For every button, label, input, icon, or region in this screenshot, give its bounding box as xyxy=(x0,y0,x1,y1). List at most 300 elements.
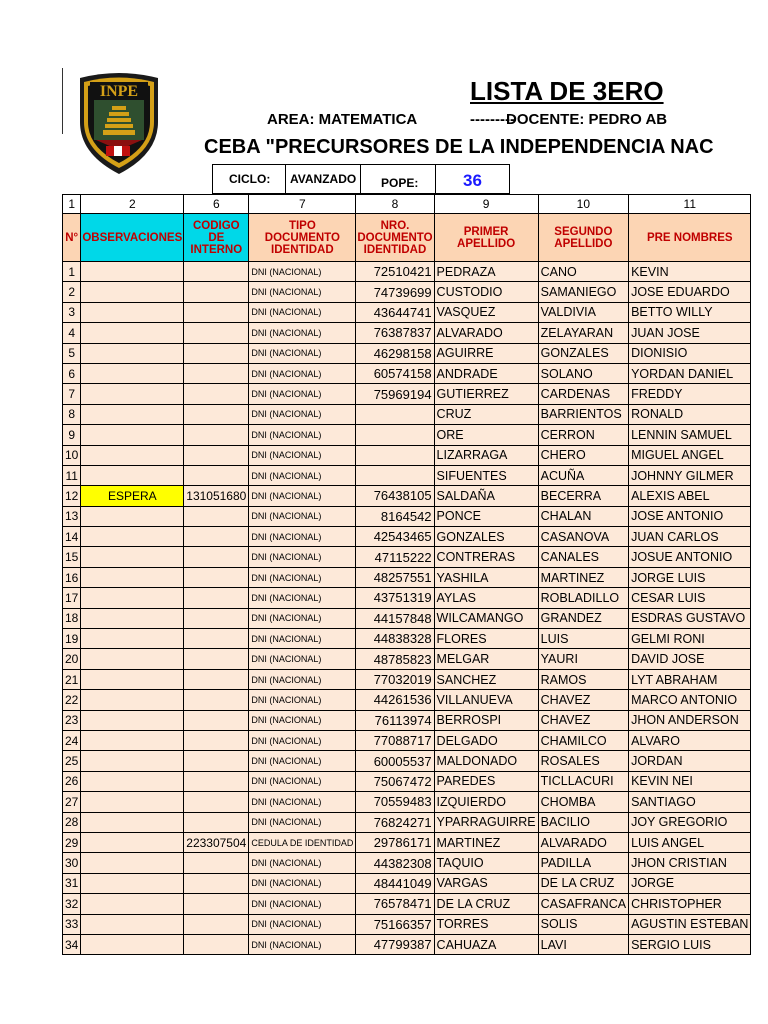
table-cell[interactable] xyxy=(184,730,249,750)
table-cell[interactable]: 76113974 xyxy=(356,710,434,730)
table-cell[interactable]: JORDAN xyxy=(629,751,751,771)
table-cell[interactable]: KEVIN xyxy=(629,262,751,282)
table-cell[interactable]: JUAN JOSE xyxy=(629,323,751,343)
table-cell[interactable]: VILLANUEVA xyxy=(434,690,538,710)
table-row xyxy=(63,302,751,322)
table-cell[interactable]: CEDULA DE IDENTIDAD xyxy=(249,832,356,852)
table-cell[interactable] xyxy=(81,853,184,873)
table-cell[interactable]: DNI (NACIONAL) xyxy=(249,567,356,587)
table-cell[interactable]: 77088717 xyxy=(356,730,434,750)
table-cell[interactable]: CUSTODIO xyxy=(434,282,538,302)
table-cell[interactable]: YAURI xyxy=(538,649,628,669)
table-cell[interactable]: YPARRAGUIRRE xyxy=(434,812,538,832)
table-cell[interactable]: SAMANIEGO xyxy=(538,282,628,302)
table-cell[interactable]: DNI (NACIONAL) xyxy=(249,404,356,424)
table-cell[interactable]: DIONISIO xyxy=(629,343,751,363)
table-cell[interactable]: 76387837 xyxy=(356,323,434,343)
table-cell[interactable] xyxy=(81,894,184,914)
table-cell[interactable]: DNI (NACIONAL) xyxy=(249,608,356,628)
table-cell[interactable]: JOSUE ANTONIO xyxy=(629,547,751,567)
table-cell[interactable]: 44157848 xyxy=(356,608,434,628)
table-cell[interactable]: MELGAR xyxy=(434,649,538,669)
table-cell[interactable]: 48441049 xyxy=(356,873,434,893)
table-cell[interactable]: 8164542 xyxy=(356,506,434,526)
table-cell[interactable]: 43644741 xyxy=(356,302,434,322)
table-cell[interactable]: 27 xyxy=(63,792,81,812)
table-cell[interactable]: 75166357 xyxy=(356,914,434,934)
table-cell[interactable]: DNI (NACIONAL) xyxy=(249,486,356,506)
table-cell[interactable]: SIFUENTES xyxy=(434,465,538,485)
table-cell[interactable]: 12 xyxy=(63,486,81,506)
table-cell[interactable] xyxy=(81,465,184,485)
table-cell[interactable]: CASAFRANCA xyxy=(538,894,628,914)
table-cell[interactable]: JOSE EDUARDO xyxy=(629,282,751,302)
table-cell[interactable]: 6 xyxy=(63,363,81,383)
table-cell[interactable]: 47115222 xyxy=(356,547,434,567)
table-cell[interactable]: 34 xyxy=(63,934,81,954)
table-cell[interactable]: 17 xyxy=(63,588,81,608)
table-cell[interactable] xyxy=(81,669,184,689)
table-cell[interactable]: DNI (NACIONAL) xyxy=(249,812,356,832)
table-cell[interactable]: LUIS ANGEL xyxy=(629,832,751,852)
header-cell[interactable]: TIPO DOCUMENTO IDENTIDAD xyxy=(249,214,356,262)
table-cell[interactable] xyxy=(184,262,249,282)
table-cell[interactable]: CAHUAZA xyxy=(434,934,538,954)
table-cell[interactable]: DNI (NACIONAL) xyxy=(249,730,356,750)
table-cell[interactable] xyxy=(184,934,249,954)
table-cell[interactable] xyxy=(184,914,249,934)
table-cell[interactable]: DNI (NACIONAL) xyxy=(249,751,356,771)
table-cell[interactable]: 44382308 xyxy=(356,853,434,873)
table-cell[interactable]: 19 xyxy=(63,629,81,649)
header-cell[interactable]: OBSERVACIONES xyxy=(81,214,184,262)
table-cell[interactable]: ANDRADE xyxy=(434,363,538,383)
table-cell[interactable]: GELMI RONI xyxy=(629,629,751,649)
table-cell[interactable]: JOY GREGORIO xyxy=(629,812,751,832)
table-cell[interactable]: ORE xyxy=(434,425,538,445)
table-cell[interactable]: DNI (NACIONAL) xyxy=(249,547,356,567)
table-cell[interactable]: 2 xyxy=(63,282,81,302)
table-cell[interactable] xyxy=(81,445,184,465)
table-cell[interactable]: BACILIO xyxy=(538,812,628,832)
table-cell[interactable]: ESPERA xyxy=(81,486,184,506)
table-cell[interactable]: 70559483 xyxy=(356,792,434,812)
table-cell[interactable] xyxy=(81,873,184,893)
table-row xyxy=(63,608,751,628)
table-cell[interactable]: 20 xyxy=(63,649,81,669)
table-cell[interactable]: CRUZ xyxy=(434,404,538,424)
table-cell[interactable]: 131051680 xyxy=(184,486,249,506)
table-cell[interactable] xyxy=(81,832,184,852)
table-cell[interactable]: CARDENAS xyxy=(538,384,628,404)
table-cell[interactable]: BETTO WILLY xyxy=(629,302,751,322)
table-cell[interactable]: DNI (NACIONAL) xyxy=(249,873,356,893)
table-cell[interactable] xyxy=(184,404,249,424)
table-cell[interactable]: VALDIVIA xyxy=(538,302,628,322)
table-cell[interactable]: LYT ABRAHAM xyxy=(629,669,751,689)
table-cell[interactable] xyxy=(81,751,184,771)
table-cell[interactable] xyxy=(184,323,249,343)
table-cell[interactable]: JUAN CARLOS xyxy=(629,527,751,547)
table-cell[interactable] xyxy=(81,771,184,791)
table-cell[interactable]: 23 xyxy=(63,710,81,730)
header-cell[interactable]: PRE NOMBRES xyxy=(629,214,751,262)
table-cell[interactable]: AGUIRRE xyxy=(434,343,538,363)
table-cell[interactable]: CHRISTOPHER xyxy=(629,894,751,914)
table-cell[interactable] xyxy=(81,812,184,832)
table-cell[interactable]: FREDDY xyxy=(629,384,751,404)
table-cell[interactable] xyxy=(81,792,184,812)
table-cell[interactable]: ROBLADILLO xyxy=(538,588,628,608)
table-cell[interactable]: 30 xyxy=(63,853,81,873)
table-cell[interactable] xyxy=(184,751,249,771)
table-cell[interactable]: 77032019 xyxy=(356,669,434,689)
column-number-cell[interactable]: 6 xyxy=(184,195,249,214)
table-cell[interactable]: DNI (NACIONAL) xyxy=(249,363,356,383)
table-cell[interactable]: 15 xyxy=(63,547,81,567)
table-cell[interactable]: CHOMBA xyxy=(538,792,628,812)
table-cell[interactable]: CASANOVA xyxy=(538,527,628,547)
table-cell[interactable]: ACUÑA xyxy=(538,465,628,485)
table-cell[interactable]: 48785823 xyxy=(356,649,434,669)
header-cell[interactable]: CODIGO DE INTERNO xyxy=(184,214,249,262)
table-cell[interactable]: TAQUIO xyxy=(434,853,538,873)
table-cell[interactable]: CHAVEZ xyxy=(538,710,628,730)
table-cell[interactable]: ALVARADO xyxy=(538,832,628,852)
table-cell[interactable]: SOLANO xyxy=(538,363,628,383)
table-cell[interactable]: 18 xyxy=(63,608,81,628)
table-cell[interactable]: 3 xyxy=(63,302,81,322)
table-cell[interactable]: DNI (NACIONAL) xyxy=(249,343,356,363)
table-cell[interactable] xyxy=(184,608,249,628)
table-cell[interactable]: VASQUEZ xyxy=(434,302,538,322)
table-cell[interactable]: CANALES xyxy=(538,547,628,567)
table-cell[interactable]: 9 xyxy=(63,425,81,445)
table-cell[interactable] xyxy=(184,771,249,791)
column-number-cell[interactable]: 1 xyxy=(63,195,81,214)
table-cell[interactable]: SOLIS xyxy=(538,914,628,934)
table-cell[interactable]: MARCO ANTONIO xyxy=(629,690,751,710)
table-cell[interactable]: 47799387 xyxy=(356,934,434,954)
table-row xyxy=(63,282,751,302)
table-cell[interactable]: GUTIERREZ xyxy=(434,384,538,404)
table-cell[interactable] xyxy=(184,812,249,832)
table-cell[interactable] xyxy=(184,853,249,873)
table-row xyxy=(63,567,751,587)
table-cell[interactable] xyxy=(184,567,249,587)
table-cell[interactable] xyxy=(356,445,434,465)
column-number-cell[interactable]: 11 xyxy=(629,195,751,214)
table-cell[interactable]: 8 xyxy=(63,404,81,424)
table-cell[interactable] xyxy=(81,384,184,404)
table-cell[interactable] xyxy=(184,445,249,465)
table-cell[interactable]: SERGIO LUIS xyxy=(629,934,751,954)
table-cell[interactable]: MARTINEZ xyxy=(538,567,628,587)
table-cell[interactable] xyxy=(184,588,249,608)
table-cell[interactable]: MARTINEZ xyxy=(434,832,538,852)
table-cell[interactable]: DNI (NACIONAL) xyxy=(249,302,356,322)
header-cell[interactable]: N° xyxy=(63,214,81,262)
table-cell[interactable] xyxy=(81,425,184,445)
table-cell[interactable]: JOSE ANTONIO xyxy=(629,506,751,526)
table-cell[interactable]: RONALD xyxy=(629,404,751,424)
table-cell[interactable]: CERRON xyxy=(538,425,628,445)
table-cell[interactable]: FLORES xyxy=(434,629,538,649)
table-cell[interactable]: YASHILA xyxy=(434,567,538,587)
table-cell[interactable] xyxy=(184,506,249,526)
table-cell[interactable]: 24 xyxy=(63,730,81,750)
table-cell[interactable]: DNI (NACIONAL) xyxy=(249,323,356,343)
table-cell[interactable]: JORGE LUIS xyxy=(629,567,751,587)
table-cell[interactable] xyxy=(81,343,184,363)
table-cell[interactable] xyxy=(81,567,184,587)
table-cell[interactable]: 223307504 xyxy=(184,832,249,852)
table-row xyxy=(63,404,751,424)
table-cell[interactable]: 43751319 xyxy=(356,588,434,608)
table-cell[interactable] xyxy=(81,649,184,669)
table-cell[interactable]: 33 xyxy=(63,914,81,934)
table-cell[interactable]: TICLLACURI xyxy=(538,771,628,791)
table-cell[interactable]: BECERRA xyxy=(538,486,628,506)
separator-dashes: --------- xyxy=(470,111,515,128)
table-cell[interactable]: WILCAMANGO xyxy=(434,608,538,628)
column-number-cell[interactable]: 10 xyxy=(538,195,628,214)
table-cell[interactable]: PAREDES xyxy=(434,771,538,791)
table-cell[interactable]: DNI (NACIONAL) xyxy=(249,262,356,282)
table-cell[interactable]: PEDRAZA xyxy=(434,262,538,282)
table-cell[interactable] xyxy=(356,404,434,424)
table-cell[interactable]: 10 xyxy=(63,445,81,465)
table-cell[interactable]: 29786171 xyxy=(356,832,434,852)
table-cell[interactable] xyxy=(81,710,184,730)
table-cell[interactable]: 76824271 xyxy=(356,812,434,832)
table-cell[interactable] xyxy=(81,363,184,383)
table-cell[interactable] xyxy=(81,262,184,282)
table-cell[interactable] xyxy=(81,282,184,302)
table-cell[interactable] xyxy=(184,792,249,812)
table-cell[interactable]: TORRES xyxy=(434,914,538,934)
table-cell[interactable]: JHON CRISTIAN xyxy=(629,853,751,873)
table-cell[interactable]: DNI (NACIONAL) xyxy=(249,649,356,669)
table-row xyxy=(63,751,751,771)
table-cell[interactable]: 7 xyxy=(63,384,81,404)
table-cell[interactable]: 26 xyxy=(63,771,81,791)
table-cell[interactable] xyxy=(184,302,249,322)
table-cell[interactable] xyxy=(184,894,249,914)
table-cell[interactable] xyxy=(184,710,249,730)
table-cell[interactable]: CHAVEZ xyxy=(538,690,628,710)
table-cell[interactable] xyxy=(184,649,249,669)
table-cell[interactable]: DNI (NACIONAL) xyxy=(249,710,356,730)
table-cell[interactable] xyxy=(184,527,249,547)
table-cell[interactable]: 29 xyxy=(63,832,81,852)
table-cell[interactable]: 14 xyxy=(63,527,81,547)
table-cell[interactable]: 48257551 xyxy=(356,567,434,587)
table-row xyxy=(63,343,751,363)
table-cell[interactable] xyxy=(184,363,249,383)
table-cell[interactable]: ALVARO xyxy=(629,730,751,750)
table-cell[interactable]: 16 xyxy=(63,567,81,587)
table-cell[interactable]: DNI (NACIONAL) xyxy=(249,282,356,302)
table-cell[interactable]: LUIS xyxy=(538,629,628,649)
table-cell[interactable]: DNI (NACIONAL) xyxy=(249,425,356,445)
table-cell[interactable]: GRANDEZ xyxy=(538,608,628,628)
table-cell[interactable]: 76578471 xyxy=(356,894,434,914)
table-cell[interactable]: 21 xyxy=(63,669,81,689)
table-cell[interactable] xyxy=(81,914,184,934)
table-cell[interactable] xyxy=(356,425,434,445)
table-cell[interactable]: CONTRERAS xyxy=(434,547,538,567)
table-cell[interactable]: DNI (NACIONAL) xyxy=(249,445,356,465)
table-cell[interactable] xyxy=(81,404,184,424)
table-cell[interactable]: YORDAN DANIEL xyxy=(629,363,751,383)
table-cell[interactable]: 22 xyxy=(63,690,81,710)
table-cell[interactable]: SALDAÑA xyxy=(434,486,538,506)
table-cell[interactable] xyxy=(81,527,184,547)
table-cell[interactable] xyxy=(81,506,184,526)
table-cell[interactable]: DAVID JOSE xyxy=(629,649,751,669)
table-cell[interactable]: 1 xyxy=(63,262,81,282)
table-cell[interactable] xyxy=(184,384,249,404)
table-cell[interactable]: BERROSPI xyxy=(434,710,538,730)
table-cell[interactable]: 76438105 xyxy=(356,486,434,506)
table-cell[interactable]: DE LA CRUZ xyxy=(538,873,628,893)
table-cell[interactable]: SANTIAGO xyxy=(629,792,751,812)
table-row xyxy=(63,262,751,282)
table-cell[interactable]: 5 xyxy=(63,343,81,363)
table-cell[interactable] xyxy=(81,690,184,710)
table-row xyxy=(63,425,751,445)
table-cell[interactable]: 60574158 xyxy=(356,363,434,383)
table-cell[interactable] xyxy=(184,425,249,445)
table-cell[interactable] xyxy=(81,608,184,628)
table-cell[interactable]: 32 xyxy=(63,894,81,914)
table-cell[interactable]: DNI (NACIONAL) xyxy=(249,934,356,954)
table-cell[interactable]: VARGAS xyxy=(434,873,538,893)
table-cell[interactable] xyxy=(81,730,184,750)
table-cell[interactable]: DNI (NACIONAL) xyxy=(249,669,356,689)
table-cell[interactable]: DNI (NACIONAL) xyxy=(249,771,356,791)
table-cell[interactable]: DNI (NACIONAL) xyxy=(249,465,356,485)
table-cell[interactable]: PADILLA xyxy=(538,853,628,873)
table-cell[interactable]: LAVI xyxy=(538,934,628,954)
table-cell[interactable]: 28 xyxy=(63,812,81,832)
table-cell[interactable] xyxy=(184,629,249,649)
column-number-cell[interactable]: 2 xyxy=(81,195,184,214)
table-cell[interactable]: ALVARADO xyxy=(434,323,538,343)
table-cell[interactable]: SANCHEZ xyxy=(434,669,538,689)
table-cell[interactable]: DNI (NACIONAL) xyxy=(249,506,356,526)
table-cell[interactable]: 31 xyxy=(63,873,81,893)
header-cell[interactable]: NRO. DOCUMENTO IDENTIDAD xyxy=(356,214,434,262)
table-cell[interactable]: LIZARRAGA xyxy=(434,445,538,465)
table-cell[interactable]: ESDRAS GUSTAVO xyxy=(629,608,751,628)
table-cell[interactable]: 13 xyxy=(63,506,81,526)
table-cell[interactable]: 60005537 xyxy=(356,751,434,771)
table-cell[interactable] xyxy=(356,465,434,485)
header-cell[interactable]: PRIMER APELLIDO xyxy=(434,214,538,262)
table-cell[interactable]: CHALAN xyxy=(538,506,628,526)
table-cell[interactable]: ALEXIS ABEL xyxy=(629,486,751,506)
table-cell[interactable] xyxy=(81,588,184,608)
table-cell[interactable]: DNI (NACIONAL) xyxy=(249,588,356,608)
student-list-table xyxy=(62,194,751,955)
table-cell[interactable]: JHON ANDERSON xyxy=(629,710,751,730)
table-cell[interactable]: ROSALES xyxy=(538,751,628,771)
table-cell[interactable] xyxy=(184,547,249,567)
table-cell[interactable]: DNI (NACIONAL) xyxy=(249,384,356,404)
table-cell[interactable]: 74739699 xyxy=(356,282,434,302)
table-cell[interactable]: RAMOS xyxy=(538,669,628,689)
table-cell[interactable]: 11 xyxy=(63,465,81,485)
table-cell[interactable]: AGUSTIN ESTEBAN xyxy=(629,914,751,934)
table-cell[interactable]: PONCE xyxy=(434,506,538,526)
table-cell[interactable]: DNI (NACIONAL) xyxy=(249,629,356,649)
table-cell[interactable]: 44261536 xyxy=(356,690,434,710)
table-cell[interactable]: GONZALES xyxy=(434,527,538,547)
table-cell[interactable]: 44838328 xyxy=(356,629,434,649)
table-cell[interactable]: MIGUEL ANGEL xyxy=(629,445,751,465)
table-cell[interactable]: DNI (NACIONAL) xyxy=(249,853,356,873)
table-cell[interactable]: 75969194 xyxy=(356,384,434,404)
table-cell[interactable]: DNI (NACIONAL) xyxy=(249,914,356,934)
table-cell[interactable]: JORGE xyxy=(629,873,751,893)
table-cell[interactable] xyxy=(81,302,184,322)
table-cell[interactable]: JOHNNY GILMER xyxy=(629,465,751,485)
table-cell[interactable]: DE LA CRUZ xyxy=(434,894,538,914)
table-cell[interactable]: CESAR LUIS xyxy=(629,588,751,608)
table-cell[interactable]: DNI (NACIONAL) xyxy=(249,894,356,914)
column-number-cell[interactable]: 8 xyxy=(356,195,434,214)
table-cell[interactable] xyxy=(81,629,184,649)
table-cell[interactable]: 72510421 xyxy=(356,262,434,282)
table-cell[interactable]: KEVIN NEI xyxy=(629,771,751,791)
table-cell[interactable]: DNI (NACIONAL) xyxy=(249,527,356,547)
table-cell[interactable]: 4 xyxy=(63,323,81,343)
table-cell[interactable] xyxy=(184,873,249,893)
table-cell[interactable]: MALDONADO xyxy=(434,751,538,771)
table-cell[interactable] xyxy=(81,323,184,343)
table-cell[interactable]: GONZALES xyxy=(538,343,628,363)
table-cell[interactable] xyxy=(184,343,249,363)
area-label: AREA: MATEMATICA xyxy=(267,111,418,128)
table-cell[interactable]: LENNIN SAMUEL xyxy=(629,425,751,445)
table-cell[interactable]: CHAMILCO xyxy=(538,730,628,750)
table-cell[interactable]: DNI (NACIONAL) xyxy=(249,690,356,710)
table-cell[interactable]: 46298158 xyxy=(356,343,434,363)
table-cell[interactable]: 25 xyxy=(63,751,81,771)
table-cell[interactable]: BARRIENTOS xyxy=(538,404,628,424)
table-cell[interactable]: DNI (NACIONAL) xyxy=(249,792,356,812)
table-cell[interactable] xyxy=(184,465,249,485)
column-number-cell[interactable]: 9 xyxy=(434,195,538,214)
table-cell[interactable] xyxy=(184,690,249,710)
table-cell[interactable]: DELGADO xyxy=(434,730,538,750)
table-cell[interactable]: IZQUIERDO xyxy=(434,792,538,812)
header-cell[interactable]: SEGUNDO APELLIDO xyxy=(538,214,628,262)
table-cell[interactable]: CANO xyxy=(538,262,628,282)
table-cell[interactable]: 42543465 xyxy=(356,527,434,547)
table-cell[interactable]: 75067472 xyxy=(356,771,434,791)
column-number-cell[interactable]: 7 xyxy=(249,195,356,214)
table-cell[interactable]: CHERO xyxy=(538,445,628,465)
table-cell[interactable]: ZELAYARAN xyxy=(538,323,628,343)
table-cell[interactable] xyxy=(184,282,249,302)
table-cell[interactable] xyxy=(184,669,249,689)
table-cell[interactable] xyxy=(81,934,184,954)
table-cell[interactable] xyxy=(81,547,184,567)
table-cell[interactable]: AYLAS xyxy=(434,588,538,608)
